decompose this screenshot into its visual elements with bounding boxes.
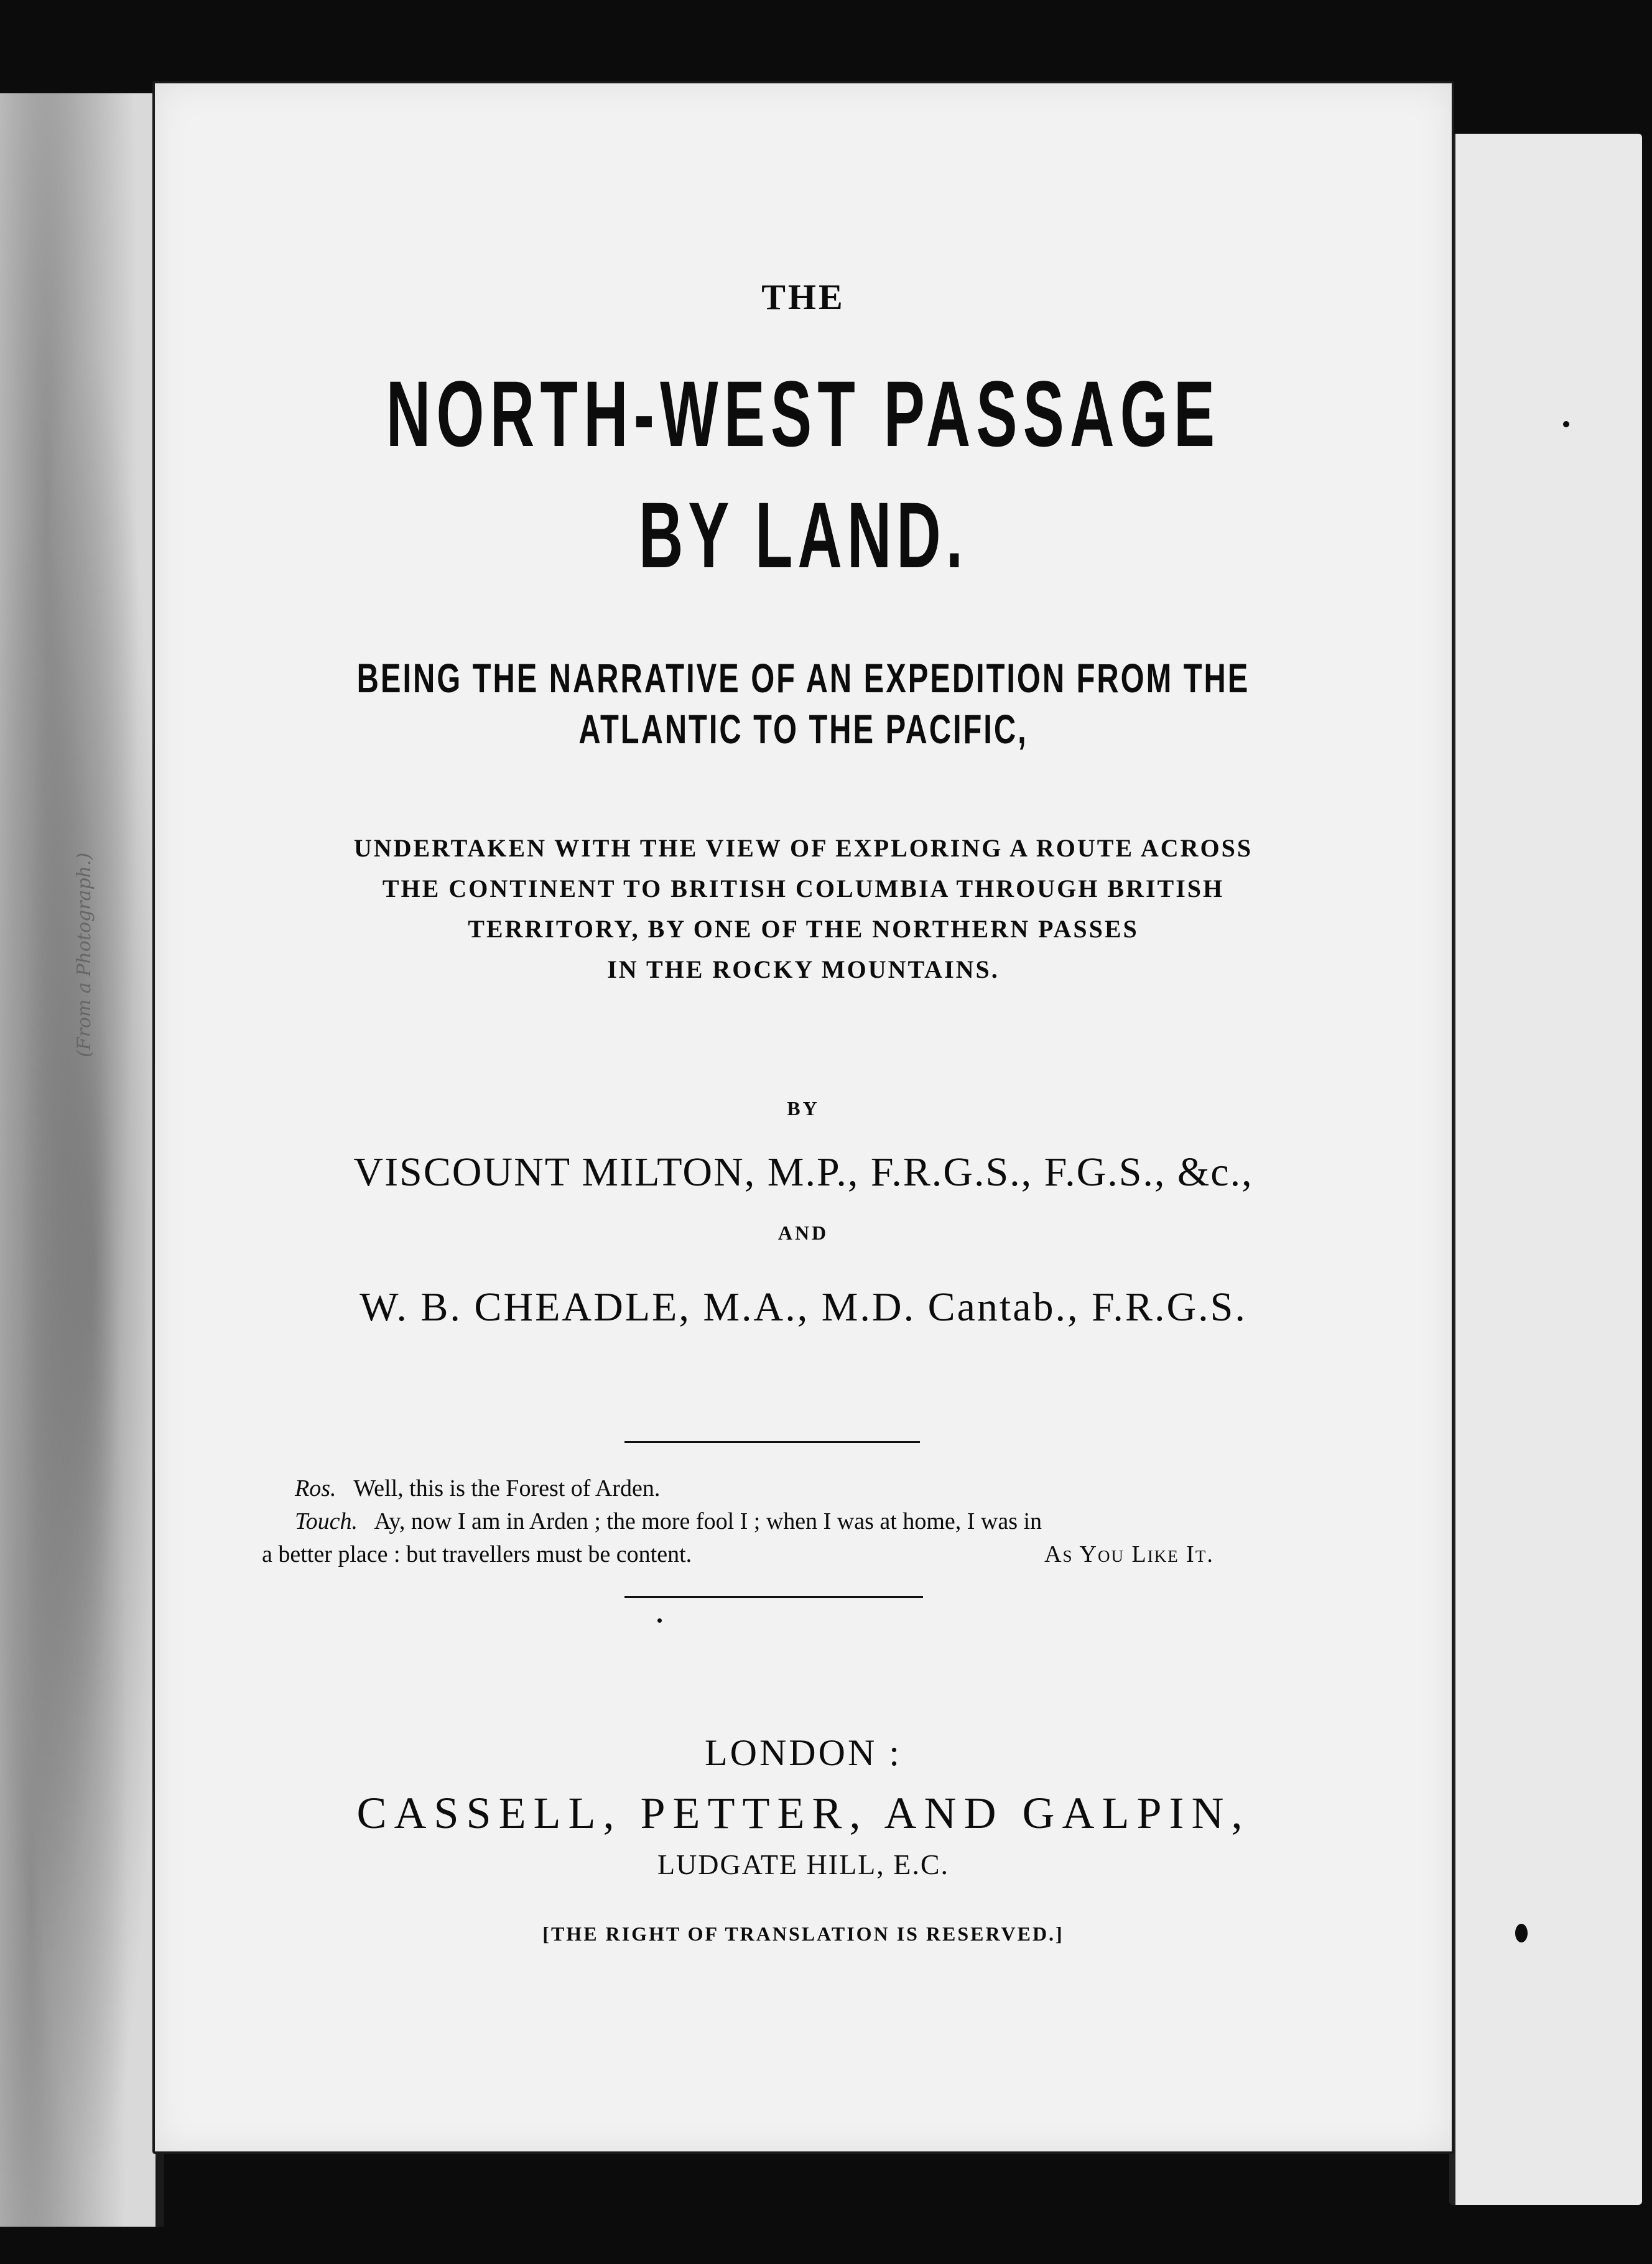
- frontispiece-page-edge: [0, 93, 164, 2227]
- imprint-publisher: CASSELL, PETTER, AND GALPIN,: [356, 1788, 1250, 1838]
- epigraph-speaker-ros: Ros.: [295, 1475, 336, 1501]
- author-cheadle: W. B. CHEADLE, M.A., M.D. Cantab., F.R.G.S.: [360, 1284, 1247, 1330]
- subtitle-line2: ATLANTIC TO THE PACIFIC,: [578, 706, 1028, 752]
- title-article: THE: [761, 277, 845, 317]
- epigraph-line3: [262, 1541, 692, 1568]
- epigraph-text: Ay, now I am in Arden ; the more fool I ; when I was at home, I was in: [374, 1508, 1042, 1534]
- epigraph-source: As You Like It.: [1044, 1541, 1214, 1567]
- and-label: AND: [777, 1222, 829, 1244]
- main-title-line1: NORTH-WEST PASSAGE: [386, 361, 1221, 466]
- ink-blot: [1515, 1924, 1528, 1942]
- bottom-divider: [624, 1596, 923, 1598]
- ink-speck: [657, 1618, 662, 1623]
- imprint-rights: [THE RIGHT OF TRANSLATION IS RESERVED.]: [542, 1923, 1064, 1945]
- frontispiece-caption-text: (From a Photograph.): [73, 852, 95, 1057]
- top-divider: [624, 1441, 920, 1443]
- epigraph-speaker-touch: Touch.: [295, 1508, 358, 1534]
- epigraph-text: Well, this is the Forest of Arden.: [353, 1475, 661, 1501]
- description-line: UNDERTAKEN WITH THE VIEW OF EXPLORING A ROUTE ACROSS: [353, 834, 1253, 862]
- title-page: [152, 81, 1454, 2154]
- epigraph-line1: [295, 1475, 660, 1502]
- next-page-edge: [1449, 134, 1642, 2205]
- by-label: BY: [787, 1097, 820, 1120]
- epigraph-text: a better place : but travellers must be content.: [262, 1541, 692, 1567]
- author-milton: VISCOUNT MILTON, M.P., F.R.G.S., F.G.S., &c.,: [353, 1149, 1253, 1195]
- ink-speck: [1563, 421, 1569, 427]
- description-line: TERRITORY, BY ONE OF THE NORTHERN PASSES: [468, 915, 1139, 943]
- imprint-address: LUDGATE HILL, E.C.: [657, 1849, 950, 1880]
- imprint-city: LONDON :: [705, 1732, 902, 1773]
- description-line: THE CONTINENT TO BRITISH COLUMBIA THROUGH BRITISH: [382, 875, 1225, 902]
- description-line: IN THE ROCKY MOUNTAINS.: [607, 955, 1000, 983]
- epigraph-line2: [295, 1508, 1042, 1535]
- main-title-line2: BY LAND.: [638, 483, 968, 587]
- subtitle-line1: BEING THE NARRATIVE OF AN EXPEDITION FROM THE: [356, 655, 1250, 701]
